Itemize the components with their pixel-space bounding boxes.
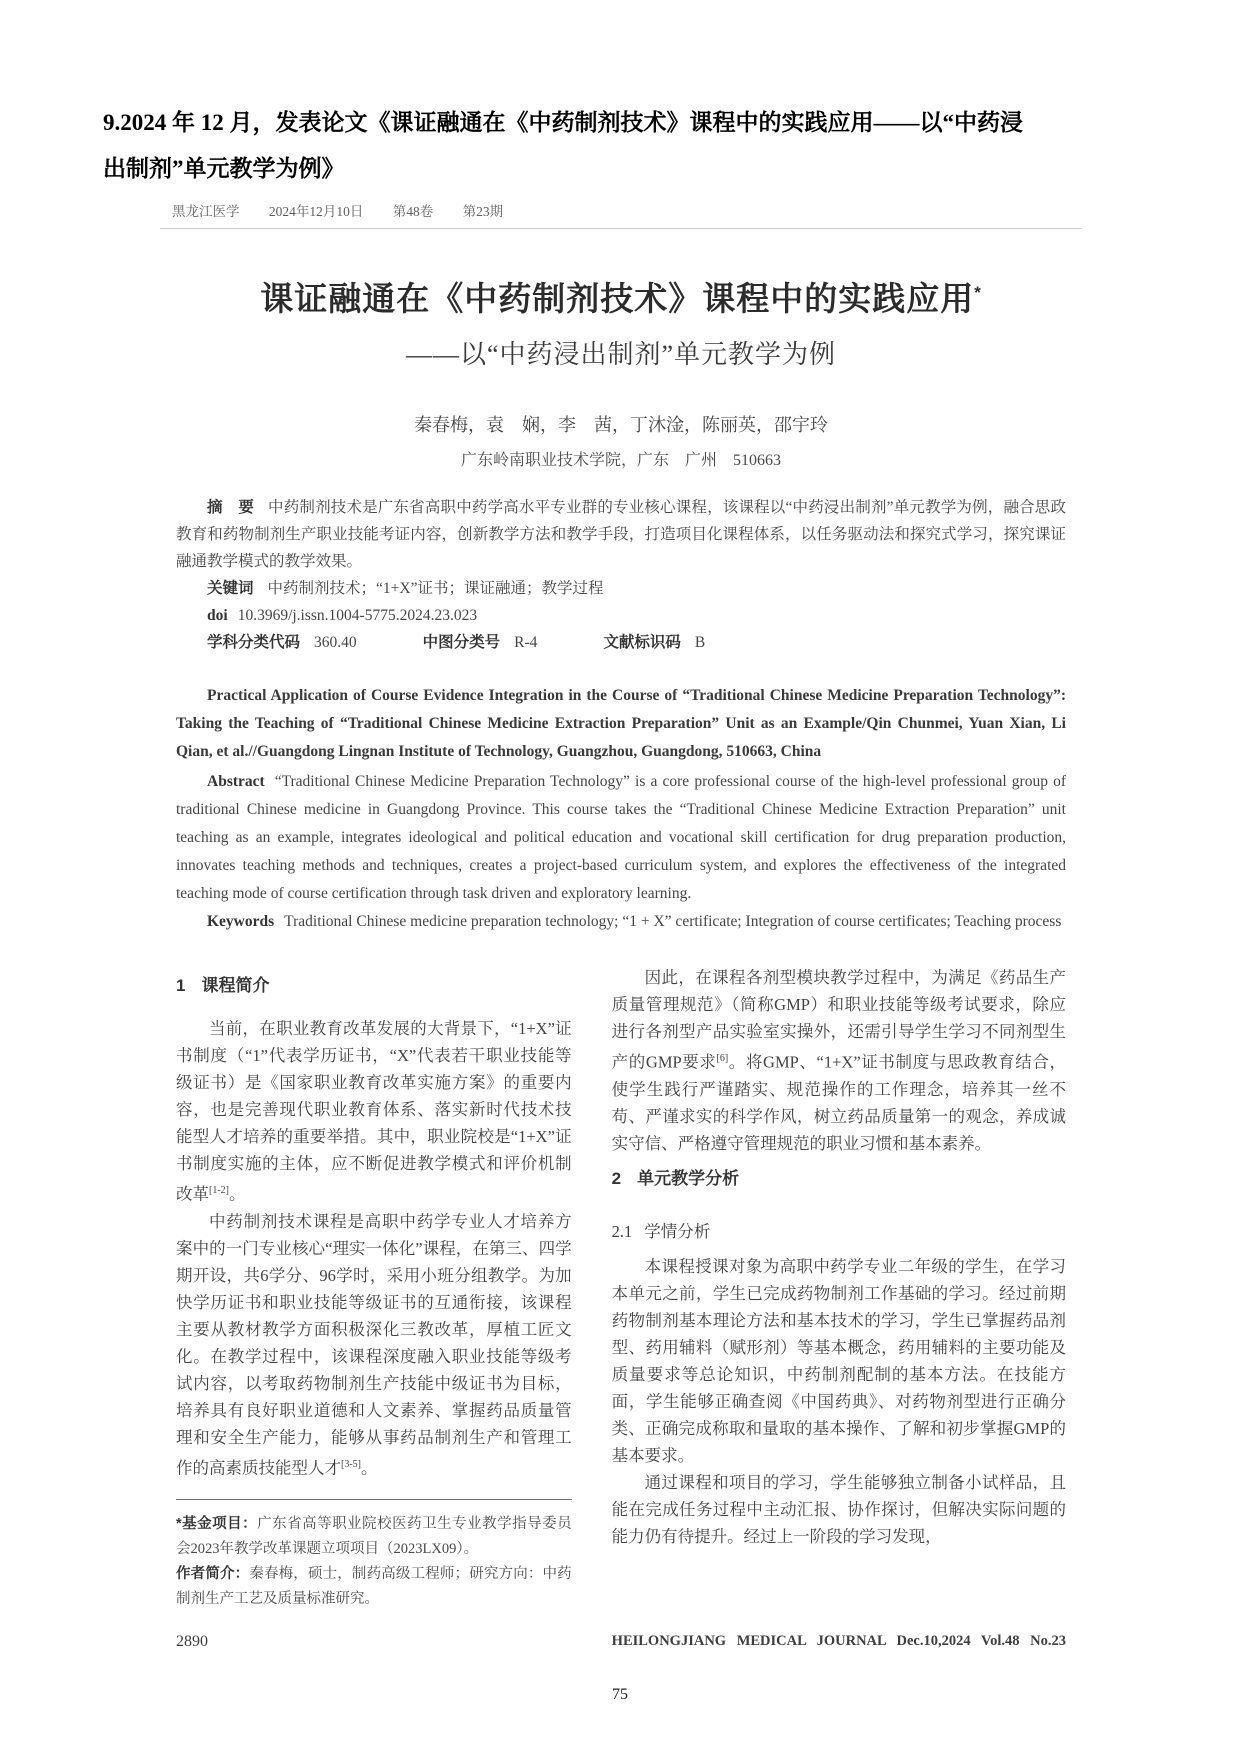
doi-label: doi	[207, 607, 228, 624]
section-number: 1	[176, 976, 186, 995]
body-paragraph	[176, 1015, 572, 1208]
english-title: Practical Application of Course Evidence Integration in the Course of “Traditional Chinese Medicine Preparation Technology”: Taking the Teaching of “Traditional Chinese Medicine Extraction Preparation” Unit as an Example/Qin Chunmei, Yuan Xian, Li Qian, et al.//Guangdong Lingnan Institute of Technology, Guangzhou, Guangdong, 510663, China	[176, 687, 1066, 760]
fund-note	[176, 1512, 572, 1562]
article-meta	[160, 494, 1082, 656]
paragraph-text: 中药制剂技术课程是高职中药学专业人才培养方案中的一门专业核心“理实一体化”课程，在第三、四学期开设，共6学分、96学时，采用小班分组教学。为加快学历证书和职业技能等级证书的互通衔接，该课程主要从教材教学方面积极深化三教改革，厚植工匠文化。在教学过程中，该课程深度融入职业技能等级考试内容，以考取药物制剂生产技能中级证书为目标，培养具有良好职业道德和人文素养、掌握药品质量管理和安全生产能力，能够从事药品制剂生产和管理工作的高素质技能型人才	[176, 1211, 572, 1477]
reference-superscript: [3-5]	[341, 1458, 361, 1470]
paragraph-text: 因此，在课程各剂型模块教学过程中，为满足《药品生产质量管理规范》（简称GMP）和职业技能等级考试要求，除应进行各剂型产品实验室实操外，还需引导学生学习不同剂型生产的GMP要求	[611, 968, 1066, 1072]
journal-page-number: 2890	[176, 1633, 208, 1650]
paragraph-text: 。将GMP、“1+X”证书制度与思政教育结合，使学生践行严谨踏实、规范操作的工作理念，培养其一丝不苟、严谨求实的科学作风，树立药品质量第一的观念，养成诚实守信、严格遵守管理规范的职业习惯和基本素养。	[611, 1052, 1067, 1153]
body-paragraph: 通过课程和项目的学习，学生能够独立制备小试样品，且能在完成任务过程中主动汇报、协作探讨，但解决实际问题的能力仍有待提升。经过上一阶段的学习发现，	[611, 1472, 1066, 1546]
classification-paragraph	[176, 629, 1066, 656]
section-1-heading	[176, 972, 572, 999]
footnote-block	[176, 1499, 572, 1612]
english-block	[160, 682, 1082, 936]
authors-line: 秦春梅，袁 娴，李 茜，丁沐淦，陈丽英，邵宇玲	[414, 415, 828, 435]
abstract-text: 中药制剂技术是广东省高职中药学高水平专业群的专业核心课程，该课程以“中药浸出制剂”单元教学为例，融合思政教育和药物制剂生产职业技能考证内容，创新教学方法和教学手段，打造项目化课程体系，以任务驱动法和探究式学习，探究课证融通教学模式的教学效果。	[176, 499, 1066, 570]
english-abstract	[176, 768, 1066, 908]
doi-value: 10.3969/j.issn.1004-5775.2024.23.023	[237, 607, 478, 624]
section-number: 2	[611, 1168, 622, 1188]
body-paragraph	[612, 964, 1066, 1157]
paragraph-text: 。	[361, 1458, 378, 1477]
abstract-paragraph	[176, 494, 1066, 575]
paragraph-text: 。	[229, 1184, 246, 1204]
author-note	[176, 1562, 572, 1612]
reference-superscript: [6]	[716, 1053, 729, 1064]
affiliation-line: 广东岭南职业技术学院，广东 广州 510663	[460, 452, 781, 469]
body-paragraph: 本课程授课对象为高职中药学专业二年级的学生，在学习本单元之前，学生已完成药物制剂工作基础的学习。经过前期药物制剂基本理论方法和基本技术的学习，学生已掌握药品剂型、药用辅料（赋形剂）等基本概念，药用辅料的主要功能及质量要求等总论知识，中药制剂配制的基本方法。在技能方面，学生能够正确查阅《中国药典》、对药物剂型进行正确分类、正确完成称取和量取的基本操作、了解和初步掌握GMP的基本要求。	[611, 1256, 1066, 1465]
keywords-text: 中药制剂技术；“1+X”证书；课证融通；教学过程	[267, 580, 604, 597]
section-2-1-heading	[612, 1218, 1066, 1245]
body-paragraph	[176, 1208, 572, 1482]
doc-code-label: 文献标识码	[603, 634, 681, 651]
article-title-text: 课证融通在《中药制剂技术》课程中的实践应用	[260, 280, 975, 317]
journal-issue: 第23期	[462, 204, 504, 219]
title-footnote-marker: *	[974, 283, 982, 302]
english-keywords-label: Keywords	[207, 913, 275, 930]
achievement-list-item: 9.2024 年 12 月，发表论文《课证融通在《中药制剂技术》课程中的实践应用——以“中药浸出制剂”单元教学为例》	[103, 110, 1023, 181]
subject-code-label: 学科分类代码	[207, 634, 301, 651]
english-abstract-text: “Traditional Chinese Medicine Preparation Technology” is a core professional course of the high-level professional group of traditional Chinese medicine in Guangdong Province. This course takes the “Traditional Chinese Medicine Extraction Preparation” unit teaching as an example, integrates ideological and political education and vocational skill certification for drug preparation production, innovates teaching methods and techniques, creates a project-based curriculum system, and explores the effectiveness of the integrated teaching mode of course certification through task driven and exploratory learning.	[176, 773, 1066, 902]
section-number: 2.1	[611, 1221, 633, 1241]
author-note-label: 作者简介：	[176, 1566, 250, 1582]
section-2-heading	[612, 1165, 1066, 1192]
clc-value: R-4	[514, 634, 538, 651]
section-title: 课程简介	[201, 976, 270, 995]
journal-running-head	[160, 196, 1082, 229]
article-title	[160, 273, 1082, 320]
journal-name: 黑龙江医学	[172, 204, 240, 219]
reference-superscript: [1-2]	[209, 1185, 229, 1196]
section-title: 单元教学分析	[637, 1168, 740, 1188]
article-subtitle: ——以“中药浸出制剂”单元教学为例	[405, 340, 837, 369]
section-title: 学情分析	[644, 1221, 711, 1241]
author-note-text: 秦春梅，硕士，制药高级工程师；研究方向：中药制剂生产工艺及质量标准研究。	[176, 1566, 572, 1607]
document-page-number: 75	[612, 1686, 628, 1703]
english-keywords-text: Traditional Chinese medicine preparation technology; “1 + X” certificate; Integration of course certificates; Teaching process	[284, 913, 1062, 930]
fund-note-text: 广东省高等职业院校医药卫生专业教学指导委员会2023年教学改革课题立项项目（2023LX09）。	[176, 1516, 572, 1557]
english-keywords	[176, 908, 1066, 936]
keywords-paragraph	[176, 575, 1066, 602]
doc-code-value: B	[694, 634, 706, 651]
journal-volume: 第48卷	[392, 204, 434, 219]
journal-page-scan	[160, 196, 1082, 1655]
english-abstract-label: Abstract	[207, 773, 265, 790]
left-column	[176, 964, 572, 1655]
subject-code-value: 360.40	[314, 634, 357, 651]
two-column-body	[160, 964, 1082, 1655]
clc-label: 中图分类号	[422, 634, 501, 651]
doi-paragraph	[176, 602, 1066, 629]
fund-note-label: *基金项目：	[176, 1516, 258, 1532]
abstract-label: 摘 要	[207, 499, 255, 516]
keywords-label: 关键词	[207, 580, 254, 597]
journal-date: 2024年12月10日	[268, 204, 364, 219]
right-column	[612, 964, 1066, 1655]
paragraph-text: 当前，在职业教育改革发展的大背景下，“1+X”证书制度（“1”代表学历证书，“X”代表若干职业技能等级证书）是《国家职业教育改革实施方案》的重要内容，也是完善现代职业教育体系、落实新时代技术技能型人才培养的重要举措。其中，职业院校是“1+X”证书制度实施的主体，应不断促进教学模式和评价机制改革	[176, 1019, 572, 1204]
journal-footer-line: HEILONGJIANG MEDICAL JOURNAL Dec.10,2024 Vol.48 No.23	[611, 1633, 1066, 1649]
